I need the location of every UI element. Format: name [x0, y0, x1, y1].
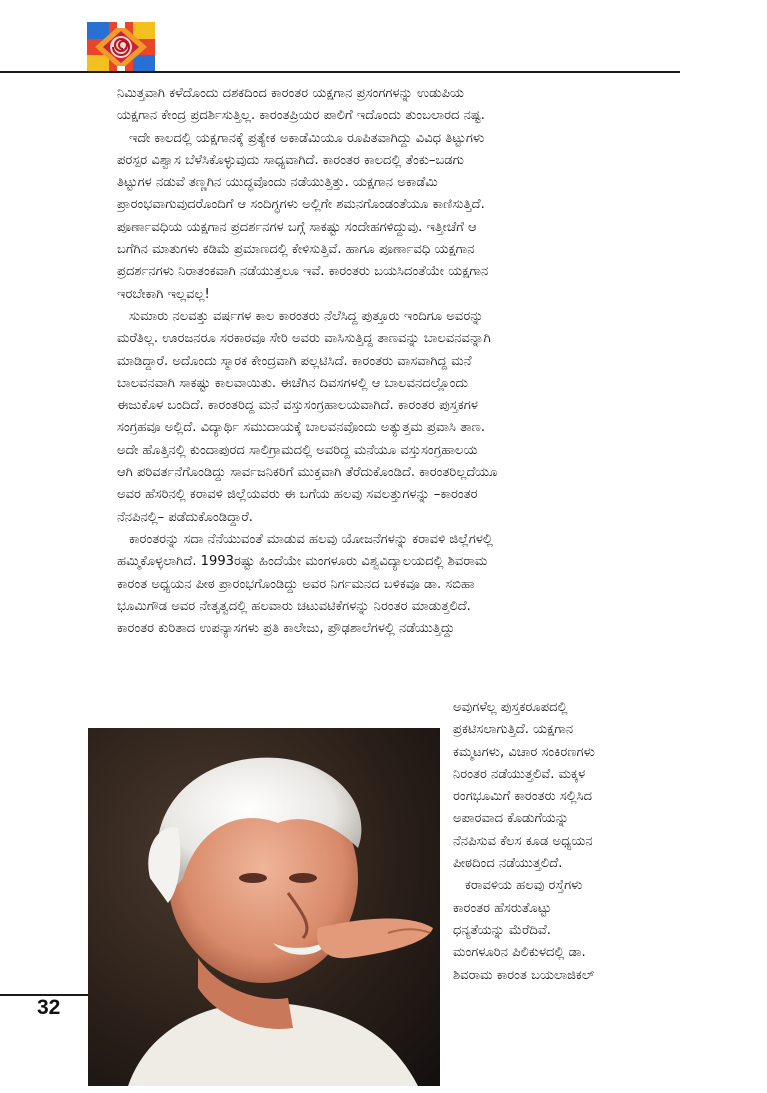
- body-line: ಇದೇ ಕಾಲದಲ್ಲಿ ಯಕ್ಷಗಾನಕ್ಕೆ ಪ್ರತ್ಯೇಕ ಅಕಾಡೆಮಿಯೂ ರೂಪಿತವಾಗಿದ್ದು ವಿವಿಧ ತಿಟ್ಟುಗಳು: [129, 130, 485, 146]
- side-line: ನೆನಪಿಸುವ ಕೆಲಸ ಕೂಡ ಅಧ್ಯಯನ: [453, 833, 593, 849]
- side-line: ಕಾರಂತರ ಹೆಸರುತೊಟ್ಟು: [453, 900, 552, 916]
- header-rule: [0, 71, 680, 73]
- body-line: ಹಮ್ಮಿಕೊಳ್ಳಲಾಗಿದೆ. 1993ರಷ್ಟು ಹಿಂದೆಯೇ ಮಂಗಳೂರು ವಿಶ್ವವಿದ್ಯಾಲಯದಲ್ಲಿ ಶಿವರಾಮ: [117, 554, 488, 570]
- side-line: ನಿರಂತರ ನಡೆಯುತ್ತಲಿವೆ. ಮಕ್ಕಳ: [453, 766, 586, 782]
- body-line: ಬಗೆಗಿನ ಮಾತುಗಳು ಕಡಿಮೆ ಪ್ರಮಾಣದಲ್ಲಿ ಕೇಳಿಸುತ್ತಿವೆ. ಹಾಗೂ ಪೂರ್ಣಾವಧಿ ಯಕ್ಷಗಾನ: [117, 242, 475, 258]
- article-side-column: [453, 697, 675, 987]
- body-line: ಯಕ್ಷಗಾನ ಕೇಂದ್ರ ಪ್ರದರ್ಶಿಸುತ್ತಿಲ್ಲ. ಕಾರಂತಪ್ರಿಯರ ಪಾಲಿಗೆ ಇದೊಂದು ತುಂಬಲಾರದ ನಷ್ಟ.: [117, 108, 485, 124]
- side-line: ರಂಗಭೂಮಿಗೆ ಕಾರಂತರು ಸಲ್ಲಿಸಿದ: [453, 789, 593, 805]
- side-line: ಪೀಠದಿಂದ ನಡೆಯುತ್ತಲಿದೆ.: [453, 856, 563, 872]
- body-line: ಭೂಮಿಗೌಡ ಅವರ ನೇತೃತ್ವದಲ್ಲಿ ಹಲವಾರು ಚಟುವಟಿಕೆಗಳನ್ನು ನಿರಂತರ ಮಾಡುತ್ತಲಿದೆ.: [117, 598, 471, 614]
- side-line: ಮಂಗಳೂರಿನ ಪಿಲಿಕುಳದಲ್ಲಿ ಡಾ.: [453, 945, 586, 961]
- side-line: ಪ್ರಕಟಿಸಲಾಗುತ್ತಿದೆ. ಯಕ್ಷಗಾನ: [453, 722, 574, 738]
- page-number: 32: [37, 996, 61, 1019]
- body-line: ಅವರ ಹೆಸರಿನಲ್ಲಿ ಕರಾವಳಿ ಜಿಲ್ಲೆಯವರು ಈ ಬಗೆಯ ಹಲವು ಸವಲತ್ತುಗಳನ್ನು –ಕಾರಂತರ: [117, 487, 478, 503]
- side-line: ಅವುಗಳೆಲ್ಲ ಪುಸ್ತಕರೂಪದಲ್ಲಿ: [453, 700, 568, 715]
- body-line: ಪೂರ್ಣಾವಧಿಯ ಯಕ್ಷಗಾನ ಪ್ರದರ್ಶನಗಳ ಬಗ್ಗೆ ಸಾಕಷ್ಟು ಸಂದೇಹಗಳಿದ್ದುವು. ಇತ್ತೀಚೆಗೆ ಆ: [117, 219, 477, 235]
- body-line: ಕಾರಂತರ ಕುರಿತಾದ ಉಪನ್ಯಾಸಗಳು ಪ್ರತಿ ಕಾಲೇಜು, ಪ್ರೌಢಶಾಲೆಗಳಲ್ಲಿ ನಡೆಯುತ್ತಿದ್ದು: [117, 621, 455, 637]
- portrait-photo: [88, 728, 440, 1086]
- body-line: ಕಾರಂತರನ್ನು ಸದಾ ನೆನೆಯುವಂತೆ ಮಾಡುವ ಹಲವು ಯೋಜನೆಗಳನ್ನು ಕರಾವಳಿ ಜಿಲ್ಲೆಗಳಲ್ಲಿ: [129, 531, 493, 547]
- side-line: ಅಪಾರವಾದ ಕೊಡುಗೆಯನ್ನು: [453, 811, 569, 827]
- body-line: ಅದೇ ಹೊತ್ತಿನಲ್ಲಿ ಕುಂದಾಪುರದ ಸಾಲಿಗ್ರಾಮದಲ್ಲಿ ಅವರಿದ್ದ ಮನೆಯೂ ವಸ್ತುಸಂಗ್ರಹಾಲಯ: [117, 442, 478, 458]
- article-body: [117, 83, 677, 640]
- body-line: ಪ್ರದರ್ಶನಗಳು ನಿರಾತಂಕವಾಗಿ ನಡೆಯುತ್ತಲೂ ಇವೆ. ಕಾರಂತರು ಬಯಸಿದಂತೆಯೇ ಯಕ್ಷಗಾನ: [117, 264, 489, 280]
- spiral-logo-icon: [87, 22, 155, 72]
- side-line: ಕಮ್ಮಟಗಳು, ವಿಚಾರ ಸಂಕಿರಣಗಳು: [453, 744, 595, 760]
- body-line: ಇರಬೇಕಾಗಿ ಇಲ್ಲವಲ್ಲ!: [117, 286, 210, 302]
- body-line: ಈಜುಕೊಳ ಬಂದಿದೆ. ಕಾರಂತರಿದ್ದ ಮನೆ ವಸ್ತುಸಂಗ್ರಹಾಲಯವಾಗಿದೆ. ಕಾರಂತರ ಪುಸ್ತಕಗಳ: [117, 398, 478, 414]
- body-line: ಆಗಿ ಪರಿವರ್ತನೆಗೊಂಡಿದ್ದು ಸಾರ್ವಜನಿಕರಿಗೆ ಮುಕ್ತವಾಗಿ ತೆರೆದುಕೊಂಡಿದೆ. ಕಾರಂತರಿಲ್ಲದೆಯೂ: [117, 465, 498, 481]
- portrait-illustration: [88, 728, 440, 1086]
- body-line: ಪ್ರಾರಂಭವಾಗುವುದರೊಂದಿಗೆ ಆ ಸಂದಿಗ್ಧಗಳು ಅಲ್ಲಿಗೇ ಶಮನಗೊಂಡಂತೆಯೂ ಕಾಣಿಸುತ್ತಿದೆ.: [117, 197, 485, 213]
- body-line: ಸುಮಾರು ನಲವತ್ತು ವರ್ಷಗಳ ಕಾಲ ಕಾರಂತರು ನೆಲೆಸಿದ್ದ ಪುತ್ತೂರು ಇಂದಿಗೂ ಅವರನ್ನು: [129, 308, 484, 324]
- side-line: ಕರಾವಳಿಯ ಹಲವು ರಸ್ತೆಗಳು: [465, 878, 583, 894]
- body-line: ನಿಮಿತ್ತವಾಗಿ ಕಳೆದೊಂದು ದಶಕದಿಂದ ಕಾರಂತರ ಯಕ್ಷಗಾನ ಪ್ರಸಂಗಗಳನ್ನು ಉಡುಪಿಯ: [117, 86, 465, 101]
- body-line: ಸಂಗ್ರಹವೂ ಅಲ್ಲಿದೆ. ವಿದ್ಯಾರ್ಥಿ ಸಮುದಾಯಕ್ಕೆ ಬಾಲವನವೊಂದು ಅತ್ಯುತ್ತಮ ಪ್ರವಾಸಿ ತಾಣ.: [117, 420, 486, 436]
- side-line: ಧನ್ಯತೆಯನ್ನು ಮೆರೆದಿವೆ.: [453, 922, 551, 938]
- body-line: ಪರಸ್ಪರ ವಿಶ್ವಾಸ ಬೆಳೆಸಿಕೊಳ್ಳುವುದು ಸಾಧ್ಯವಾಗಿದೆ. ಕಾರಂತರ ಕಾಲದಲ್ಲಿ ತೆಂಕು–ಬಡಗು: [117, 152, 464, 168]
- body-line: ನೆನಪಿನಲ್ಲಿ– ಪಡೆದುಕೊಂಡಿದ್ದಾರೆ.: [117, 509, 253, 525]
- body-line: ಬಾಲವನವಾಗಿ ಸಾಕಷ್ಟು ಕಾಲವಾಯಿತು. ಈಚೆಗಿನ ದಿವಸಗಳಲ್ಲಿ ಆ ಬಾಲವನದಲ್ಲೊಂದು: [117, 375, 469, 391]
- body-line: ಕಾರಂತ ಅಧ್ಯಯನ ಪೀಠ ಪ್ರಾರಂಭಗೊಂಡಿದ್ದು ಅವರ ನಿರ್ಗಮನದ ಬಳಿಕವೂ ಡಾ. ಸಬಿಹಾ: [117, 576, 475, 592]
- body-line: ಮಾಡಿದ್ದಾರೆ. ಅದೊಂದು ಸ್ಮಾರಕ ಕೇಂದ್ರವಾಗಿ ಪಲ್ಲಟಿಸಿದೆ. ಕಾರಂತರು ವಾಸವಾಗಿದ್ದ ಮನೆ: [117, 353, 472, 369]
- side-line: ಶಿವರಾಮ ಕಾರಂತ ಬಯಲಾಜಿಕಲ್: [453, 967, 595, 983]
- body-line: ತಿಟ್ಟುಗಳ ನಡುವೆ ತಣ್ಣಗಿನ ಯುದ್ಧವೊಂದು ನಡೆಯುತ್ತಿತ್ತು. ಯಕ್ಷಗಾನ ಅಕಾಡೆಮಿ: [117, 175, 438, 191]
- body-line: ಮರೆತಿಲ್ಲ. ಊರಜನರೂ ಸರಕಾರವೂ ಸೇರಿ ಅವರು ವಾಸಿಸುತ್ತಿದ್ದ ತಾಣವನ್ನು ಬಾಲವನವನ್ನಾಗಿ: [117, 331, 491, 347]
